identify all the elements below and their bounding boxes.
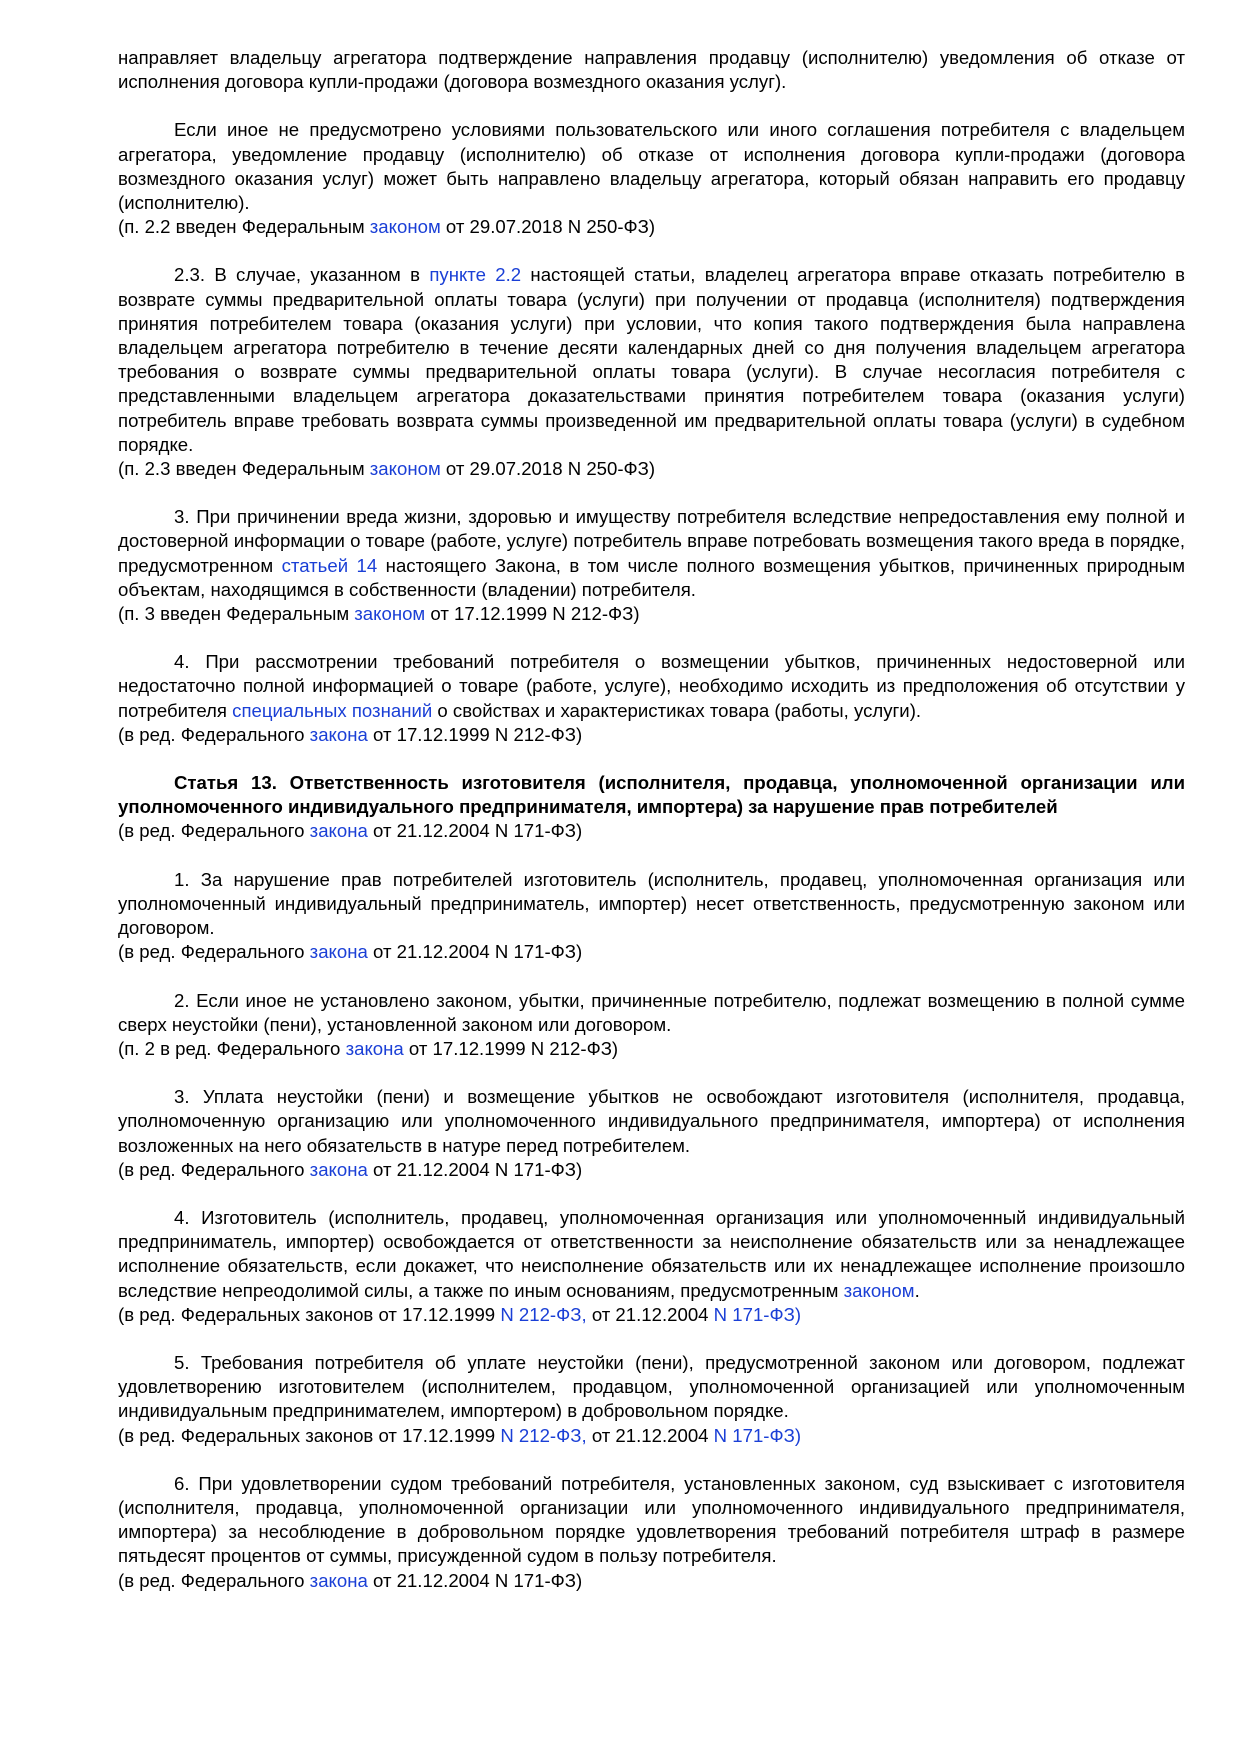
law-link[interactable]: законом <box>843 1279 915 1301</box>
amendment-note: (в ред. Федерального закона от 21.12.2004 N 171-ФЗ) <box>118 820 583 842</box>
paragraph-continuation <box>118 46 1185 94</box>
article-13-item-3: 3. Уплата неустойки (пени) и возмещение убытков не освобождают изготовителя (исполнителя, продавца, уполномоченную организацию или уполномоченного индивидуального предпринимателя, импортера) от исполнения возложенных на него обязательств в натуре перед потребителем. <box>118 1086 1185 1156</box>
law-link[interactable]: закона <box>345 1037 404 1059</box>
amendment-note: (в ред. Федеральных законов от 17.12.1999 N 212-ФЗ, от 21.12.2004 N 171-ФЗ) <box>118 1303 802 1325</box>
paragraph-notice-via-aggregator <box>118 118 1185 215</box>
paragraph-text: Если иное не предусмотрено условиями пользовательского или иного соглашения потребителя с владельцем агрегатора, уведомление продавцу (исполнителю) об отказе от исполнения договора купли-продажи (договора возмездного оказания услуг) может быть направлено владельцу агрегатора, который обязан направить его продавцу (исполнителю). <box>118 119 1185 214</box>
article-link[interactable]: статьей 14 <box>281 554 378 576</box>
law-link[interactable]: закона <box>309 1158 368 1180</box>
amendment-note: (п. 2.2 введен Федеральным законом от 29.07.2018 N 250-ФЗ) <box>118 216 656 238</box>
amendment-note: (в ред. Федерального закона от 21.12.2004 N 171-ФЗ) <box>118 1158 583 1180</box>
paragraph-3: 3. При причинении вреда жизни, здоровью и имуществу потребителя вследствие непредоставления ему полной и достоверной информации о товаре (работе, услуге) потребитель вправе потребовать возмещения такого вреда в порядке, предусмотренном статьей 14 настоящего Закона, в том числе полного возмещения убытков, причиненных природным объектам, находящимся в собственности (владении) потребителя. <box>118 506 1185 600</box>
law-link[interactable]: закона <box>309 941 368 963</box>
law-link[interactable]: законом <box>369 458 441 480</box>
paragraph-4: 4. При рассмотрении требований потребителя о возмещении убытков, причиненных недостоверной или недостаточно полной информацией о товаре (работе, услуге), необходимо исходить из предположения об отсутствии у потребителя специальных познаний о свойствах и характеристиках товара (работы, услуги). <box>118 651 1185 721</box>
law-link-212[interactable]: N 212-ФЗ, <box>500 1424 587 1446</box>
amendment-note: (п. 2 в ред. Федерального закона от 17.12.1999 N 212-ФЗ) <box>118 1037 619 1059</box>
law-link[interactable]: законом <box>369 216 441 238</box>
paragraph-2-3: 2.3. В случае, указанном в пункте 2.2 настоящей статьи, владелец агрегатора вправе отказать потребителю в возврате суммы предварительной оплаты товара (услуги) при получении от продавца (исполнителя) подтверждения принятия потребителем товара (оказания услуги) при условии, что копия такого подтверждения была направлена владельцем агрегатора потребителю в течение десяти календарных дней со дня получения владельцем агрегатора требования о возврате суммы предварительной оплаты товара (услуги). В случае несогласия потребителя с представленными владельцем агрегатора доказательствами принятия потребителем товара (оказания услуги) потребитель вправе требовать возврата суммы произведенной им предварительной оплаты товара (услуги) в судебном порядке. <box>118 264 1185 455</box>
amendment-note: (в ред. Федерального закона от 17.12.1999 N 212-ФЗ) <box>118 723 583 745</box>
law-link[interactable]: законом <box>354 603 426 625</box>
amendment-note: (п. 3 введен Федеральным законом от 17.12.1999 N 212-ФЗ) <box>118 603 640 625</box>
article-13-item-6: 6. При удовлетворении судом требований потребителя, установленных законом, суд взыскивает с изготовителя (исполнителя, продавца, уполномоченной организации или уполномоченного индивидуального предпринимателя, импортера) за несоблюдение в добровольном порядке удовлетворения требований потребителя штраф в размере пятьдесят процентов от суммы, присужденной судом в пользу потребителя. <box>118 1472 1185 1567</box>
amendment-note: (в ред. Федерального закона от 21.12.2004 N 171-ФЗ) <box>118 1569 583 1591</box>
amendment-note: (п. 2.3 введен Федеральным законом от 29.07.2018 N 250-ФЗ) <box>118 458 656 480</box>
paragraph-text: направляет владельцу агрегатора подтверждение направления продавцу (исполнителю) уведомления об отказе от исполнения договора купли-продажи (договора возмездного оказания услуг). <box>118 47 1185 93</box>
clause-link[interactable]: пункте 2.2 <box>429 264 522 286</box>
amendment-note: (в ред. Федерального закона от 21.12.2004 N 171-ФЗ) <box>118 941 583 963</box>
amendment-note: (в ред. Федеральных законов от 17.12.1999 N 212-ФЗ, от 21.12.2004 N 171-ФЗ) <box>118 1424 802 1446</box>
special-knowledge-link[interactable]: специальных познаний <box>232 699 433 721</box>
article-13-item-4: 4. Изготовитель (исполнитель, продавец, уполномоченная организация или уполномоченный индивидуальный предприниматель, импортер) освобождается от ответственности за неисполнение обязательств или за ненадлежащее исполнение обязательств, если докажет, что неисполнение обязательств или их ненадлежащее исполнение произошло вследствие непреодолимой силы, а также по иным основаниям, предусмотренным законом. <box>118 1206 1185 1301</box>
article-13-heading: Статья 13. Ответственность изготовителя (исполнителя, продавца, уполномоченной организации или уполномоченного индивидуального предпринимателя, импортера) за нарушение прав потребителей <box>118 772 1185 818</box>
article-13-item-5: 5. Требования потребителя об уплате неустойки (пени), предусмотренной законом или договором, подлежат удовлетворению изготовителем (исполнителем, продавцом, уполномоченной организацией или уполномоченным индивидуальным предпринимателем, импортером) в добровольном порядке. <box>118 1351 1185 1422</box>
law-link-171[interactable]: N 171-ФЗ) <box>713 1303 802 1325</box>
law-link[interactable]: закона <box>309 820 368 842</box>
law-link-212[interactable]: N 212-ФЗ, <box>500 1303 587 1325</box>
article-13-item-2: 2. Если иное не установлено законом, убытки, причиненные потребителю, подлежат возмещению в полной сумме сверх неустойки (пени), установленной законом или договором. <box>118 989 1185 1035</box>
law-link-171[interactable]: N 171-ФЗ) <box>713 1424 802 1446</box>
article-13-item-1: 1. За нарушение прав потребителей изготовитель (исполнитель, продавец, уполномоченная организация или уполномоченный индивидуальный предприниматель, импортер) несет ответственность, предусмотренную законом или договором. <box>118 868 1185 939</box>
law-link[interactable]: закона <box>309 723 368 745</box>
law-link[interactable]: закона <box>309 1569 368 1591</box>
